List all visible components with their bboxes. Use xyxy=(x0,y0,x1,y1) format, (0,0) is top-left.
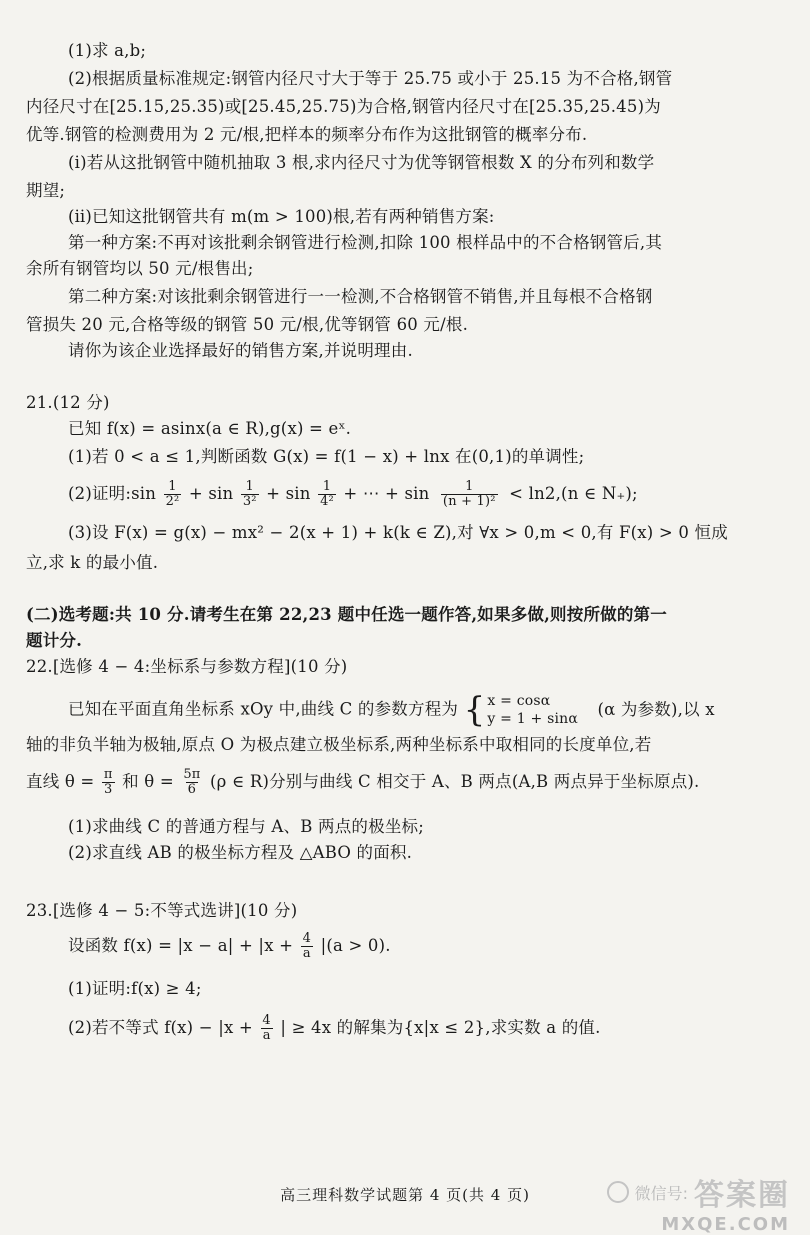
q20-line-9: 余所有钢管均以 50 元/根售出; xyxy=(26,259,254,278)
q22-line-4: (1)求曲线 C 的普通方程与 A、B 两点的极坐标; xyxy=(68,817,424,836)
q22-l1-suffix: (α 为参数),以 x xyxy=(597,699,715,719)
q22-l3-middle: 和 θ = xyxy=(122,772,174,791)
q22-line-3 xyxy=(26,768,699,797)
q20-line-2: (2)根据质量标准规定:钢管内径尺寸大于等于 25.75 或小于 25.15 为不合格,钢管 xyxy=(68,69,673,88)
q20-line-1: (1)求 a,b; xyxy=(68,41,147,60)
q20-line-11: 管损失 20 元,合格等级的钢管 50 元/根,优等钢管 60 元/根. xyxy=(26,315,469,334)
q21-line-3 xyxy=(68,480,638,509)
q20-line-10: 第二种方案:对该批剩余钢管进行一一检测,不合格钢管不销售,并且每根不合格钢 xyxy=(68,287,653,306)
q20-line-12: 请你为该企业选择最好的销售方案,并说明理由. xyxy=(68,341,413,360)
page-footer: 高三理科数学试题第 4 页(共 4 页) xyxy=(280,1186,530,1204)
q22-line-2: 轴的非负半轴为极轴,原点 O 为极点建立极坐标系,两种坐标系中取相同的长度单位,若 xyxy=(26,735,652,754)
fraction-1-over-4sq: $\frac{1}{\text{4²}}$ xyxy=(320,479,334,509)
plus-sin-2: + sin xyxy=(266,484,311,503)
q23-l3-suffix: | ≥ 4x 的解集为{x|x ≤ 2},求实数 a 的值. xyxy=(280,1018,601,1037)
q20-line-6: 期望; xyxy=(26,181,66,200)
q22-line-5: (2)求直线 AB 的极坐标方程及 △ABO 的面积. xyxy=(68,843,413,862)
left-brace-icon: { xyxy=(463,690,486,730)
q23-line-2: (1)证明:f(x) ≥ 4; xyxy=(68,979,202,998)
q23-heading: 23.[选修 4 − 5:不等式选讲](10 分) xyxy=(26,901,298,920)
watermark-site: MXQE.COM xyxy=(661,1214,790,1235)
q20-line-4: 优等.钢管的检测费用为 2 元/根,把样本的频率分布作为这批钢管的概率分布. xyxy=(26,125,588,144)
watermark-wechat-label: 微信号: xyxy=(634,1183,688,1203)
q20-line-7: (ⅱ)已知这批钢管共有 m(m > 100)根,若有两种销售方案: xyxy=(68,207,495,226)
q23-l3-prefix: (2)若不等式 f(x) − |x + xyxy=(68,1018,253,1037)
fraction-pi-over-3: $\frac{\pi}{3}$ xyxy=(103,767,113,797)
watermark-brand: 答案圈 xyxy=(694,1178,790,1213)
q22-l1-prefix: 已知在平面直角坐标系 xOy 中,曲线 C 的参数方程为 xyxy=(68,699,459,719)
q21-line-1: 已知 f(x) = asinx(a ∈ R),g(x) = eˣ. xyxy=(68,419,352,438)
fraction-1-over-3sq: $\frac{1}{\text{3²}}$ xyxy=(242,479,257,509)
q21-l3-prefix: (2)证明:sin xyxy=(68,484,157,503)
q21-line-2: (1)若 0 < a ≤ 1,判断函数 G(x) = f(1 − x) + lnx 在(0,1)的单调性; xyxy=(68,447,585,466)
q20-line-3: 内径尺寸在[25.15,25.35)或[25.45,25.75)为合格,钢管内径尺寸在[25.35,25.45)为 xyxy=(26,97,661,116)
q22-line-1 xyxy=(68,692,715,728)
fraction-1-over-n1sq: $\frac{1}{\text{(n + 1)²}}$ xyxy=(442,479,496,509)
q20-line-5: (ⅰ)若从这批钢管中随机抽取 3 根,求内径尺寸为优等钢管根数 X 的分布列和数学 xyxy=(68,153,655,172)
param-y: y = 1 + sinα xyxy=(487,711,579,727)
q21-l3-suffix: < ln2,(n ∈ N₊); xyxy=(509,484,638,503)
q23-l1-suffix: |(a > 0). xyxy=(320,936,391,955)
section-2-line-2: 题计分. xyxy=(26,631,83,650)
q23-line-1 xyxy=(68,932,391,961)
fraction-1-over-2sq: $\frac{1}{\text{2²}}$ xyxy=(165,479,180,509)
q23-l1-prefix: 设函数 f(x) = |x − a| + |x + xyxy=(68,936,294,955)
q21-heading: 21.(12 分) xyxy=(26,393,110,412)
watermark xyxy=(607,1170,790,1235)
parametric-system xyxy=(464,692,578,728)
q22-l3-suffix: (ρ ∈ R)分别与曲线 C 相交于 A、B 两点(A,B 两点异于坐标原点). xyxy=(209,772,700,791)
plus-sin-1: + sin xyxy=(188,484,234,503)
wechat-icon xyxy=(607,1181,629,1203)
fraction-4-over-a-2: $\frac{4}{a}$ xyxy=(262,1013,271,1043)
fraction-4-over-a-1: $\frac{4}{a}$ xyxy=(302,931,312,961)
fraction-5pi-over-6: $\frac{5\pi}{6}$ xyxy=(183,767,201,797)
q23-line-3 xyxy=(68,1014,601,1043)
section-2-line-1: (二)选考题:共 10 分.请考生在第 22,23 题中任选一题作答,如果多做,则按所做的第一 xyxy=(26,605,667,624)
q21-line-5: 立,求 k 的最小值. xyxy=(26,553,159,572)
q20-line-8: 第一种方案:不再对该批剩余钢管进行检测,扣除 100 根样品中的不合格钢管后,其 xyxy=(68,233,663,252)
q21-line-4: (3)设 F(x) = g(x) − mx² − 2(x + 1) + k(k ∈ Z),对 ∀x > 0,m < 0,有 F(x) > 0 恒成 xyxy=(68,523,728,542)
param-x: x = cosα xyxy=(487,693,551,709)
q22-l3-prefix: 直线 θ = xyxy=(26,772,95,791)
dots-sin: + ⋯ + sin xyxy=(343,484,430,503)
q22-heading: 22.[选修 4 − 4:坐标系与参数方程](10 分) xyxy=(26,657,348,676)
